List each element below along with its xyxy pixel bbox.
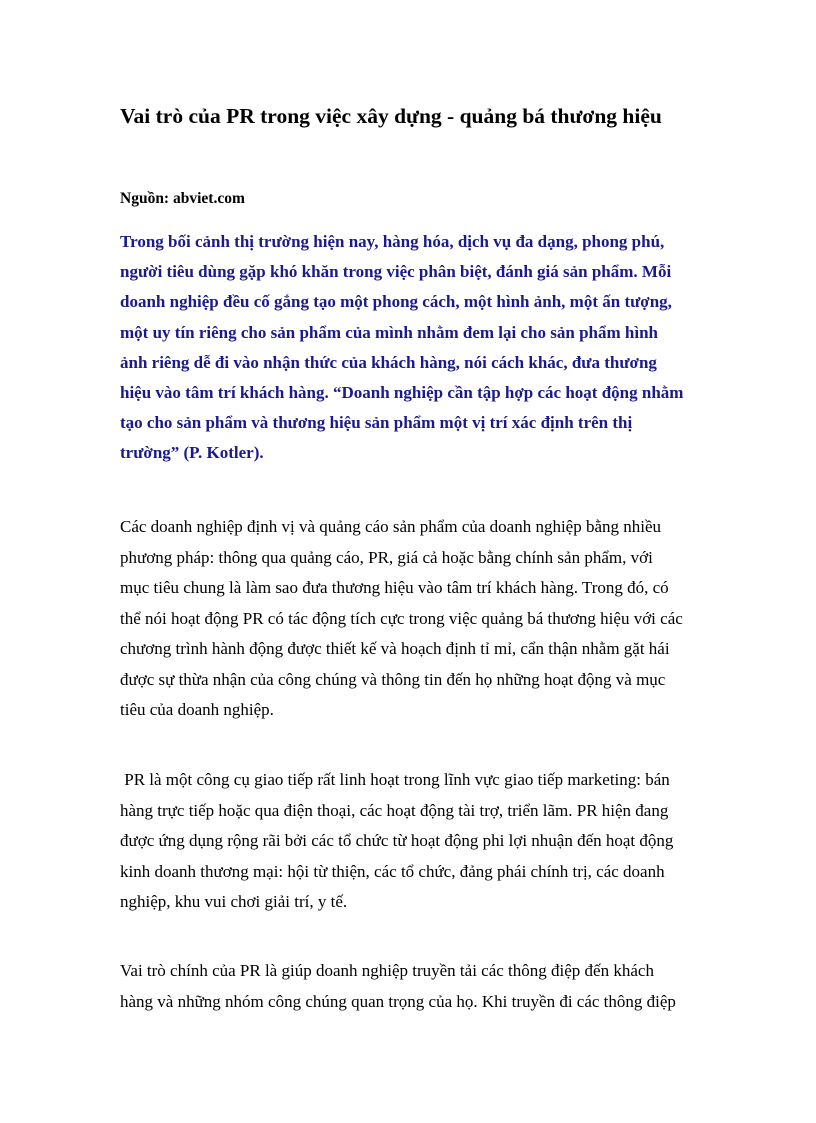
body-paragraph-3: [120, 956, 710, 1017]
document-title: Vai trò của PR trong việc xây dựng - quảng bá thương hiệu: [120, 104, 662, 128]
paragraph-line: mục tiêu chung là làm sao đưa thương hiệu vào tâm trí khách hàng. Trong đó, có: [120, 578, 669, 597]
body-paragraph-1: [120, 512, 710, 726]
paragraph-line: kinh doanh thương mại: hội từ thiện, các tổ chức, đảng phái chính trị, các doanh: [120, 861, 665, 881]
lead-line: doanh nghiệp đều cố gắng tạo một phong cách, một hình ảnh, một ấn tượng,: [120, 292, 672, 312]
paragraph-line: phương pháp: thông qua quảng cáo, PR, giá cả hoặc bằng chính sản phẩm, với: [120, 547, 653, 567]
lead-line: một uy tín riêng cho sản phẩm của mình nhằm đem lại cho sản phẩm hình: [120, 322, 658, 342]
paragraph-line: được sự thừa nhận của công chúng và thông tin đến họ những hoạt động và mục: [120, 669, 666, 689]
body-paragraph-2: [120, 765, 710, 918]
lead-line: hiệu vào tâm trí khách hàng. “Doanh nghiệp cần tập hợp các hoạt động nhằm: [120, 383, 684, 403]
lead-line: trường” (P. Kotler).: [120, 443, 264, 463]
lead-line: tạo cho sản phẩm và thương hiệu sản phẩm một vị trí xác định trên thị: [120, 413, 633, 433]
paragraph-line: Vai trò chính của PR là giúp doanh nghiệp truyền tải các thông điệp đến khách: [120, 961, 654, 980]
paragraph-line: tiêu của doanh nghiệp.: [120, 700, 274, 719]
lead-paragraph: [120, 227, 710, 469]
lead-line: Trong bối cảnh thị trường hiện nay, hàng hóa, dịch vụ đa dạng, phong phú,: [120, 232, 665, 251]
paragraph-line: hàng trực tiếp hoặc qua điện thoại, các hoạt động tài trợ, triển lãm. PR hiện đang: [120, 800, 669, 820]
source-line: Nguồn: abviet.com: [120, 190, 245, 207]
paragraph-line: chương trình hành động được thiết kế và hoạch định tỉ mỉ, cẩn thận nhằm gặt hái: [120, 639, 670, 658]
lead-line: người tiêu dùng gặp khó khăn trong việc phân biệt, đánh giá sản phẩm. Mỗi: [120, 262, 672, 282]
paragraph-line: được ứng dụng rộng rãi bởi các tổ chức từ hoạt động phi lợi nhuận đến hoạt động: [120, 831, 674, 850]
paragraph-line: hàng và những nhóm công chúng quan trọng của họ. Khi truyền đi các thông điệp: [120, 991, 676, 1011]
paragraph-line: nghiệp, khu vui chơi giải trí, y tế.: [120, 892, 348, 911]
paragraph-line: PR là một công cụ giao tiếp rất linh hoạt trong lĩnh vực giao tiếp marketing: bán: [120, 770, 670, 789]
lead-line: ảnh riêng dễ đi vào nhận thức của khách hàng, nói cách khác, đưa thương: [120, 352, 657, 372]
paragraph-line: Các doanh nghiệp định vị và quảng cáo sản phẩm của doanh nghiệp bằng nhiều: [120, 517, 662, 536]
paragraph-line: thể nói hoạt động PR có tác động tích cực trong việc quảng bá thương hiệu với các: [120, 608, 683, 628]
